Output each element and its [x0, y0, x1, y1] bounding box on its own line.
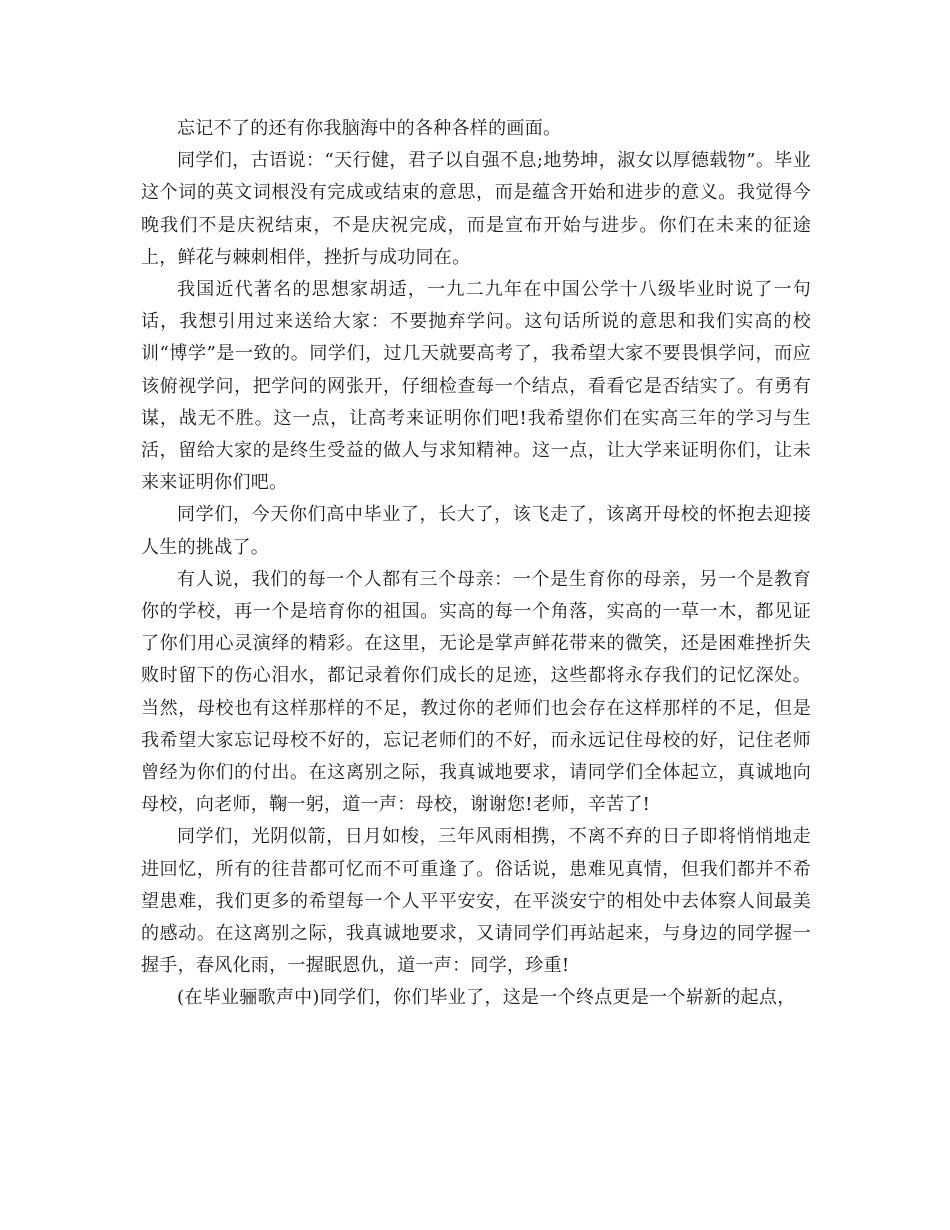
paragraph: 有人说，我们的每一个人都有三个母亲：一个是生育你的母亲，另一个是教育你的学校，再一个是培育你的祖国。实高的每一个角落，实高的一草一木，都见证了你们用心灵演绎的精彩。在这里，无论是掌声鲜花带来的微笑，还是困难挫折失败时留下的伤心泪水，都记录着你们成长的足迹，这些都将永存我们的记忆深处。当然，母校也有这样那样的不足，教过你的老师们也会存在这样那样的不足，但是我希望大家忘记母校不好的，忘记老师们的不好，而永远记住母校的好，记住老师曾经为你们的付出。在这离别之际，我真诚地要求，请同学们全体起立，真诚地向母校，向老师，鞠一躬，道一声：母校，谢谢您!老师，辛苦了!	[141, 568, 811, 816]
paragraph: 同学们，今天你们高中毕业了，长大了，该飞走了，该离开母校的怀抱去迎接人生的挑战了。	[141, 504, 811, 558]
paragraph: (在毕业骊歌声中)同学们，你们毕业了，这是一个终点更是一个崭新的起点，	[177, 987, 796, 1009]
document-body	[141, 113, 811, 1015]
paragraph: 忘记不了的还有你我脑海中的各种各样的画面。	[177, 118, 562, 139]
paragraph: 我国近代著名的思想家胡适，一九二九年在中国公学十八级毕业时说了一句话，我想引用过来送给大家：不要抛弃学问。这句话所说的意思和我们实高的校训“博学”是一致的。同学们，过几天就要高考了，我希望大家不要畏惧学问，而应该俯视学问，把学问的网张开，仔细检查每一个结点，看看它是否结实了。有勇有谋，战无不胜。这一点，让高考来证明你们吧!我希望你们在实高三年的学习与生活，留给大家的是终生受益的做人与求知精神。这一点，让大学来证明你们，让未来来证明你们吧。	[141, 279, 811, 494]
paragraph: 同学们，古语说：“天行健，君子以自强不息;地势坤，淑女以厚德载物”。毕业这个词的英文词根没有完成或结束的意思，而是蕴含开始和进步的意义。我觉得今晚我们不是庆祝结束，不是庆祝完成，而是宣布开始与进步。你们在未来的征途上，鲜花与棘刺相伴，挫折与成功同在。	[141, 150, 811, 268]
paragraph: 同学们，光阴似箭，日月如梭，三年风雨相携，不离不弃的日子即将悄悄地走进回忆，所有的往昔都可忆而不可重逢了。俗话说，患难见真情，但我们都并不希望患难，我们更多的希望每一个人平平安安，在平淡安宁的相处中去体察人间最美的感动。在这离别之际，我真诚地要求，又请同学们再站起来，与身边的同学握一握手，春风化雨，一握眠恩仇，道一声：同学，珍重!	[141, 826, 811, 977]
